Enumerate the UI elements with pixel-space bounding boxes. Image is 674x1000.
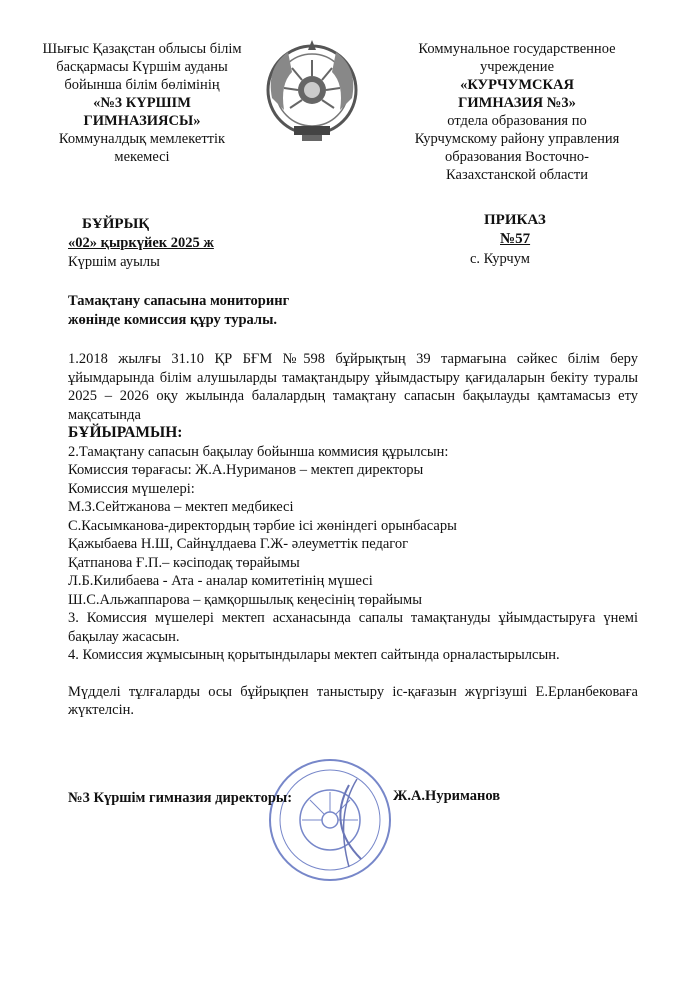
right-header-line: Коммунальное государственное: [418, 41, 616, 57]
order-subject: [68, 292, 289, 329]
member-item: Ш.С.Альжаппарова – қамқоршылық кеңесінің төрайымы: [68, 591, 422, 608]
order-number-ru: №57: [500, 231, 531, 247]
order-word: БҰЙЫРАМЫН:: [68, 424, 183, 441]
paragraph-3: 3. Комиссия мүшелері мектеп асханасында сапалы тамақтануды ұйымдастыруға үнемі бақылау жасасын.: [68, 610, 638, 645]
left-header-line: Шығыс Қазақстан облысы білім: [42, 41, 242, 57]
member-item: Л.Б.Килибаева - Ата - аналар комитетінің мүшесі: [68, 573, 373, 589]
paragraph-4: 4. Комиссия жұмысының қорытындылары мектеп сайтында орналастырылсын.: [68, 647, 560, 663]
subject-line: жөнінде комиссия құру туралы.: [68, 311, 278, 328]
left-header-line: Коммуналдық мемлекеттік: [58, 131, 226, 147]
school-stamp-icon: [265, 755, 395, 885]
subject-line: Тамақтану сапасына мониторинг: [68, 293, 290, 309]
left-header-line: бойынша білім бөлімінің: [64, 77, 220, 93]
member-item: Қатпанова Ғ.П.– кәсіподақ төрайымы: [68, 554, 300, 571]
right-header-school: «КУРЧУМСКАЯ: [460, 77, 574, 93]
paragraph-1: 1.2018 жылғы 31.10 ҚР БҒМ №598 бұйрықтың 39 тармағына сәйкес білім беру ұйымдарында білім алушыларды тамақтандыру ұйымдастыру қағидаларын бекіту туралы 2025 – 2026 оқу жылында балалардың тамақтану сапасын бақылауды қамтамасыз ету мақсатында: [68, 351, 638, 423]
right-header-school: ГИМНАЗИЯ №3»: [458, 95, 576, 111]
right-header: [372, 40, 662, 184]
right-header-line: отдела образования по: [447, 113, 587, 129]
paragraph-2: 2.Тамақтану сапасын бақылау бойынша коммисия құрылсын:: [68, 443, 449, 460]
order-date-kz: «02» қыркүйек 2025 ж: [68, 235, 214, 251]
order-title-ru: ПРИКАЗ: [484, 212, 546, 228]
member-item: С.Касымканова-директордың тәрбие ісі жөніндегі орынбасары: [68, 517, 457, 534]
member-item: Қажыбаева Н.Ш, Сайнұлдаева Г.Ж- әлеуметтік педагог: [68, 536, 409, 552]
signature-title: №3 Күршім гимназия директоры:: [68, 790, 293, 806]
left-header-line: мекемесі: [114, 149, 170, 165]
left-header: [22, 40, 262, 166]
paragraph-5: Мүдделі тұлғаларды осы бұйрықпен таныстыру іс-қағазын жүргізуші Е.Ерланбековаға жүктелсін.: [68, 683, 638, 718]
order-body: [68, 350, 638, 720]
signature-name: Ж.А.Нуриманов: [393, 788, 501, 804]
right-header-line: учреждение: [479, 59, 554, 75]
order-place-kz: Күршім ауылы: [68, 254, 160, 270]
right-header-line: образования Восточно-: [445, 149, 589, 165]
state-emblem-icon: [262, 38, 362, 148]
order-place-ru: с. Курчум: [470, 251, 530, 267]
order-title-kz: БҰЙРЫҚ: [82, 216, 150, 232]
members-label: Комиссия мүшелері:: [68, 480, 195, 497]
left-header-school: «№3 КҮРШІМ: [93, 95, 191, 111]
right-header-line: Казахстанской области: [446, 167, 588, 183]
left-header-school: ГИМНАЗИЯСЫ»: [83, 113, 201, 129]
commission-chair: Комиссия төрағасы: Ж.А.Нуриманов – мектеп директоры: [68, 462, 424, 478]
member-item: М.З.Сейтжанова – мектеп медбикесі: [68, 499, 294, 515]
left-header-line: басқармасы Күршім ауданы: [56, 59, 228, 75]
right-header-line: Курчумскому району управления: [414, 131, 620, 147]
